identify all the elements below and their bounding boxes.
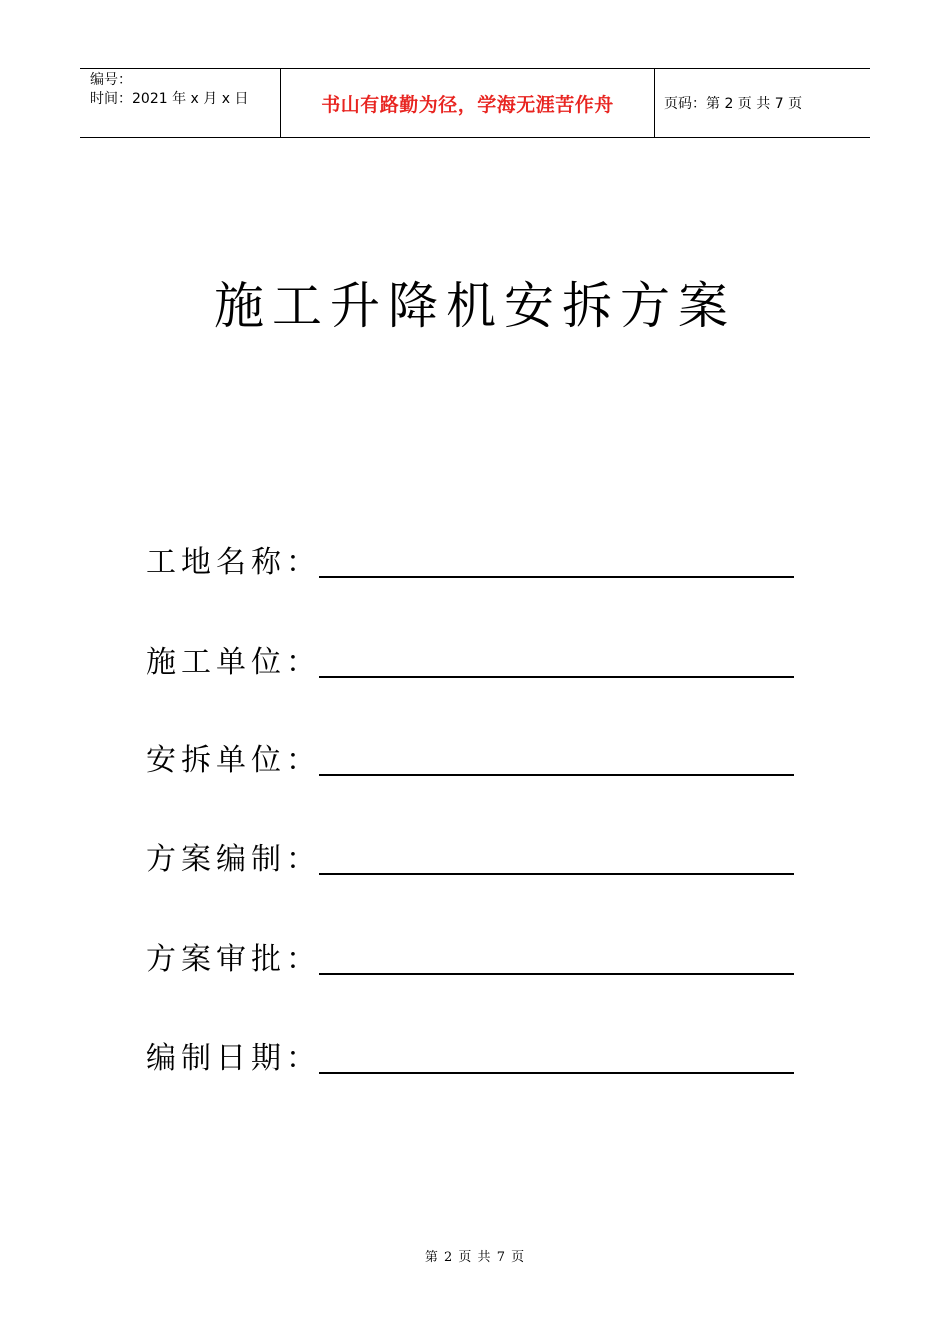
field-site-name [146,540,794,580]
field-blank-line [319,774,794,776]
field-plan-approval [146,937,794,977]
field-blank-line [319,973,794,975]
document-title: 施工升降机安拆方案 [214,277,736,335]
page-header [80,68,870,138]
field-blank-line [319,873,794,875]
field-installation-unit [146,738,794,778]
time-label: 时间：2021 年 x 月 x 日 [90,91,249,107]
field-label: 施工单位： [146,645,321,680]
field-blank-line [319,1072,794,1074]
field-blank-line [319,676,794,678]
number-label: 编号： [90,72,132,88]
field-label: 安拆单位： [146,743,321,778]
field-label: 方案审批： [146,942,321,977]
field-label: 编制日期： [146,1041,321,1076]
header-page-info: 页码：第 2 页 共 7 页 [664,96,803,112]
page-footer: 第 2 页 共 7 页 [424,1250,526,1265]
field-blank-line [319,576,794,578]
field-label: 工地名称： [146,545,321,580]
field-compile-date [146,1036,794,1076]
field-label: 方案编制： [146,842,321,877]
header-motto: 书山有路勤为径，学海无涯苦作舟 [281,69,655,137]
field-construction-unit [146,640,794,680]
field-plan-author [146,837,794,877]
header-meta-cell [80,69,281,137]
